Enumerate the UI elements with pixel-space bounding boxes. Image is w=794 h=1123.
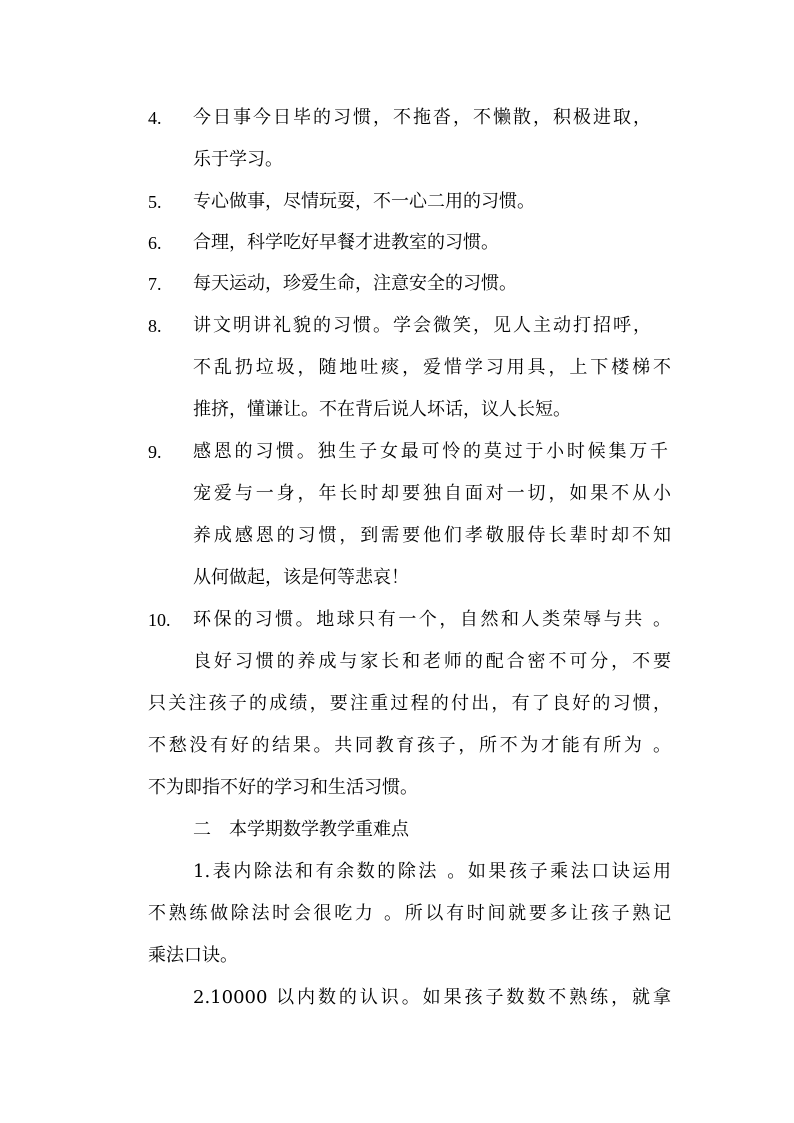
list-number: 5.: [148, 192, 162, 212]
list-number: 9.: [148, 442, 162, 462]
list-item-line: 推挤，懂谦让。不在背后说人坏话，议人长短。: [193, 399, 571, 420]
paragraph-line: 不熟练做除法时会很吃力 。所以有时间就要多让孩子熟记: [148, 903, 671, 924]
list-item-line: 不乱扔垃圾，随地吐痰，爱惜学习用具，上下楼梯不: [193, 357, 671, 378]
paragraph-line: 只关注孩子的成绩，要注重过程的付出，有了良好的习惯，: [148, 693, 671, 714]
paragraph-line: 良好习惯的养成与家长和老师的配合密不可分，不要: [193, 651, 671, 672]
list-number: 6.: [148, 233, 162, 253]
section-heading: 二 本学期数学教学重难点: [193, 819, 409, 840]
paragraph-line: 乘法口诀。: [148, 945, 238, 966]
list-item-line: 感恩的习惯。独生子女最可怜的莫过于小时候集万千: [193, 441, 668, 462]
list-number: 10.: [148, 610, 171, 630]
list-item-line: 从何做起，该是何等悲哀！: [193, 567, 409, 588]
paragraph-line: 2.10000 以内数的认识。如果孩子数数不熟练，就拿: [193, 987, 671, 1008]
list-item-line: 专心做事，尽情玩耍，不一心二用的习惯。: [193, 191, 535, 212]
list-number: 8.: [148, 316, 162, 336]
list-item-line: 养成感恩的习惯，到需要他们孝敬服侍长辈时却不知: [193, 525, 671, 546]
list-item-line: 宠爱与一身，年长时却要独自面对一切，如果不从小: [193, 483, 671, 504]
list-item-line: 乐于学习。: [193, 149, 283, 170]
list-item-line: 今日事今日毕的习惯，不拖沓，不懒散，积极进取，: [193, 107, 651, 128]
paragraph-line: 不为即指不好的学习和生活习惯。: [148, 777, 418, 798]
list-item-line: 讲文明讲礼貌的习惯。学会微笑，见人主动打招呼，: [193, 315, 651, 336]
list-item-line: 合理，科学吃好早餐才进教室的习惯。: [193, 232, 499, 253]
list-item-line: 每天运动，珍爱生命，注意安全的习惯。: [193, 273, 517, 294]
list-item-line: 环保的习惯。地球只有一个，自然和人类荣辱与共 。: [193, 609, 671, 630]
paragraph-line: 不愁没有好的结果。共同教育孩子，所不为才能有所为 。: [148, 735, 671, 756]
paragraph-line: 1.表内除法和有余数的除法 。如果孩子乘法口诀运用: [193, 861, 671, 882]
list-number: 7.: [148, 274, 162, 294]
list-number: 4.: [148, 108, 162, 128]
